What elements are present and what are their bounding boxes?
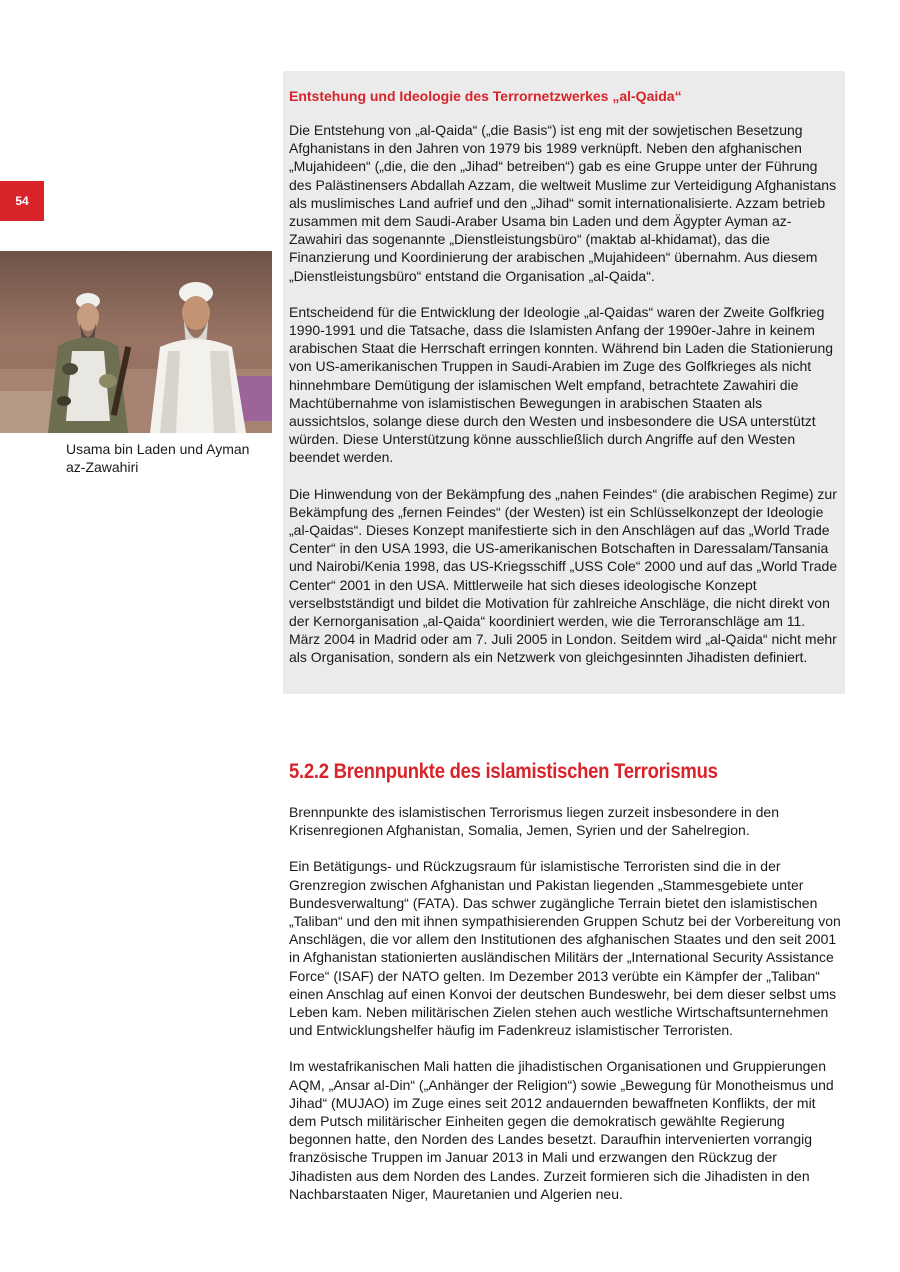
info-box-paragraph: Die Hinwendung von der Bekämpfung des „nahen Feindes“ (die arabischen Regime) zur Bekämpfung des „fernen Feindes“ (der Westen) ist ein Schlüsselkonzept der Ideologie „al-Qaidas“. Dieses Konzept manifestierte sich in den Anschlägen auf das „World Trade Center“ in den USA 1993, die US-amerikanischen Botschaften in Daressalam/Tansania und Nairobi/Kenia 1998, das US-Kriegsschiff „USS Cole“ 2000 und auf das „World Trade Center“ 2001 in den USA. Mittlerweile hat sich dieses ideologische Konzept verselbstständigt und bildet die Motivation für zahlreiche Anschläge, die nicht direkt von der Kernorganisation „al-Qaida“ koordiniert werden, wie die Terroranschläge am 11. März 2004 in Madrid oder am 7. Juli 2005 in London. Seitdem wird „al-Qaida“ nicht mehr als Organisation, sondern als ein Netzwerk von gleichgesinnten Jihadisten definiert. [289,485,838,666]
info-box-title: Entstehung und Ideologie des Terrornetzwerkes „al-Qaida“ [289,88,682,104]
page-number: 54 [15,194,29,208]
photo-two-men-seated [0,251,272,433]
section-paragraph: Ein Betätigungs- und Rückzugsraum für islamistische Terroristen sind die in der Grenzregion zwischen Afghanistan und Pakistan liegenden „Stammesgebiete unter Bundesverwaltung“ (FATA). Das schwer zugängliche Terrain bietet den islamistischen „Taliban“ und den mit ihnen sympathisierenden Gruppen Schutz bei der Vorbereitung von Anschlägen, die vor allem den Institutionen des afghanischen Staates und den seit 2001 in Afghanistan stationierten ausländischen Militärs der „International Security Assistance Force“ (ISAF) der NATO gelten. Im Dezember 2013 verübte ein Kämpfer der „Taliban“ einen Anschlag auf einen Konvoi der deutschen Bundeswehr, bei dem dieser selbst ums Leben kam. Neben militärischen Zielen stehen auch westliche Wirtschaftsunternehmen und Entwicklungshelfer häufig im Fadenkreuz islamistischer Terroristen. [289,858,841,1039]
info-box-paragraph: Entscheidend für die Entwicklung der Ideologie „al-Qaidas“ waren der Zweite Golfkrieg 1990-1991 und die Tatsache, dass die Islamisten Anfang der 1990er-Jahre in keinem arabischen Staat die Herrschaft erringen konnten. Während bin Laden die Stationierung von US-amerikanischen Truppen in Saudi-Arabien im Zuge des Golfkrieges als nicht hinnehmbare Demütigung der islamischen Welt empfand, betrachtete Zawahiri die Machtübernahme von islamistischen Bewegungen in arabischen Staaten als aussichtslos, solange diese durch den Westen und insbesondere die USA unterstützt würden. Diese Unterstützung könne ausschließlich durch Angriffe auf den Westen beendet werden. [289,303,834,466]
page-number-tab [0,181,44,221]
section-paragraph: Im westafrikanischen Mali hatten die jihadistischen Organisationen und Gruppierungen AQM, „Ansar al-Din“ („Anhänger der Religion“) sowie „Bewegung für Monotheismus und Jihad“ (MUJAO) im Zuge eines seit 2012 andauernden bewaffneten Konflikts, der mit dem Putsch militärischer Einheiten gegen die demokratisch gewählte Regierung begonnen hatte, den Norden des Landes besetzt. Daraufhin intervenierten vorrangig französische Truppen im Januar 2013 in Mali und erzwangen den Rückzug der Jihadisten aus dem Norden des Landes. Zurzeit formieren sich die Jihadisten in den Nachbarstaaten Niger, Mauretanien und Algerien neu. [289,1058,834,1202]
section-paragraph: Brennpunkte des islamistischen Terrorismus liegen zurzeit insbesondere in den Krisenregionen Afghanistan, Somalia, Jemen, Syrien und der Sahelregion. [289,804,779,839]
section-heading: 5.2.2 Brennpunkte des islamistischen Terrorismus [289,760,718,783]
info-box-paragraph: Die Entstehung von „al-Qaida“ („die Basis“) ist eng mit der sowjetischen Besetzung Afghanistans in den Jahren von 1979 bis 1989 verknüpft. Neben den afghanischen „Mujahideen“ („die, die den „Jihad“ betreiben“) gab es eine Gruppe unter der Führung des Palästinensers Abdallah Azzam, die weltweit Muslime zur Verteidigung Afghanistans als muslimisches Land aufrief und den „Jihad“ somit internationalisierte. Azzam betrieb zusammen mit dem Saudi-Araber Usama bin Laden und dem Ägypter Ayman az-Zawahiri das sogenannte „Dienstleistungsbüro“ (maktab al-khidamat), das die Finanzierung und Koordinierung der arabischen „Mujahideen“ übernahm. Aus diesem „Dienstleistungsbüro“ entstand die Organisation „al-Qaida“. [289,122,837,284]
photo-caption: Usama bin Laden und Ayman az-Zawahiri [66,441,250,475]
info-box [283,71,845,694]
section-brennpunkte [289,759,841,1221]
